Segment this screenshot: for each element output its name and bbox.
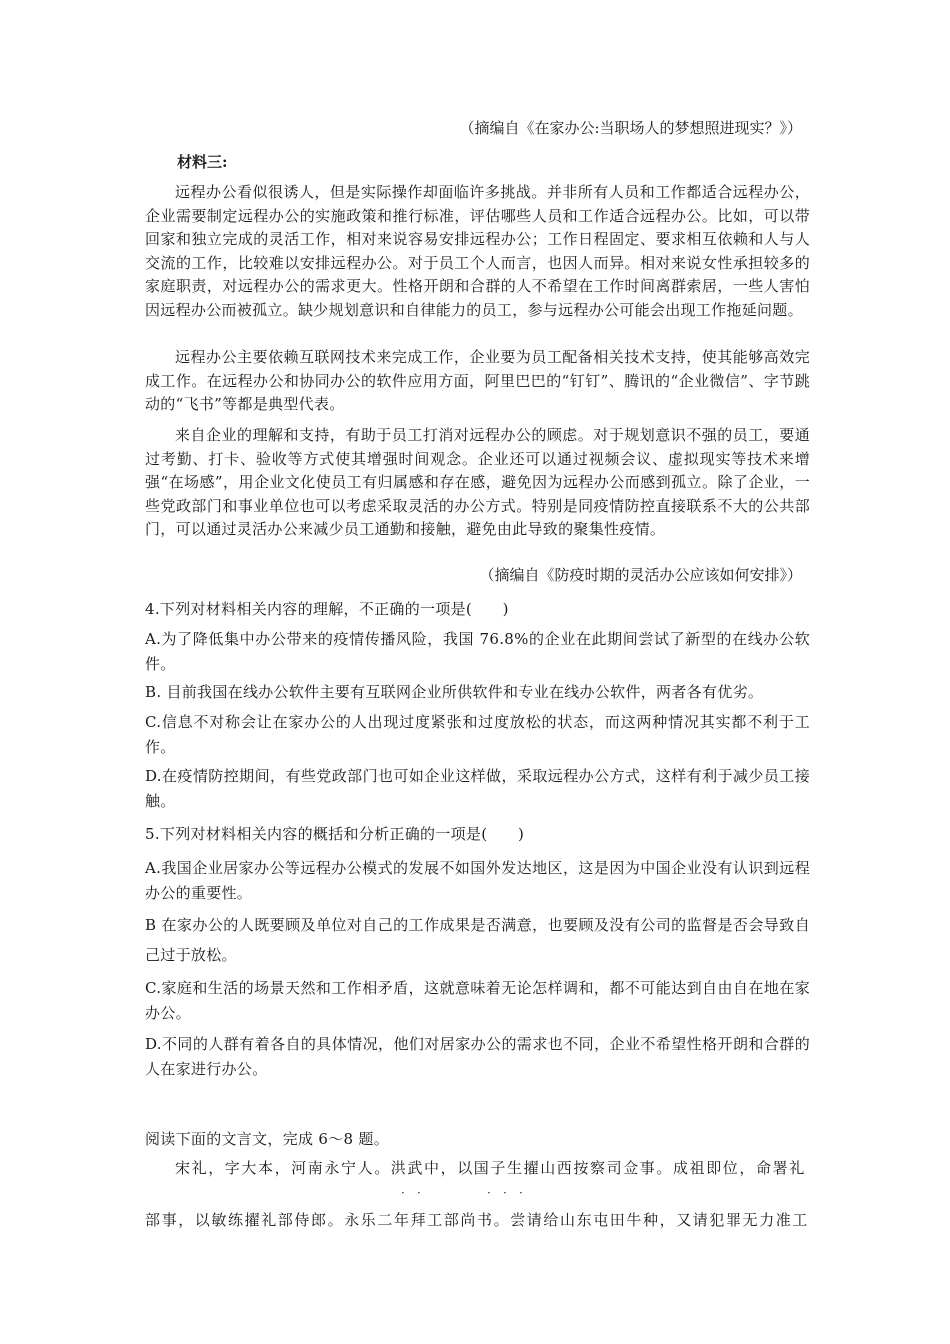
- emphasis-dot: ·: [417, 1186, 421, 1200]
- option-text: D.在疫情防控期间，有些党政部门也可如企业这样做，采取远程办公方式，这样有利于减少员工接触。: [145, 767, 810, 810]
- source-citation-1: （摘编自《在家办公:当职场人的梦想照进现实？》）: [459, 119, 802, 137]
- question-5-stem: 5.下列对材料相关内容的概括和分析正确的一项是( ): [145, 825, 525, 843]
- option-text: A.为了降低集中办公带来的疫情传播风险，我国 76.8%的企业在此期间尝试了新型的在线办公软件。: [145, 630, 810, 673]
- classical-intro-text: 阅读下面的文言文，完成 6～8 题。: [145, 1130, 390, 1148]
- question-4-option-b: [145, 680, 810, 705]
- question-4: [145, 597, 810, 622]
- material3-header: 材料三:: [177, 153, 228, 171]
- question-5: [145, 822, 810, 847]
- question-5-option-a: [145, 856, 810, 906]
- classical-intro: [145, 1127, 810, 1152]
- paragraph-text: 远程办公主要依赖互联网技术来完成工作，企业要为员工配备相关技术支持，使其能够高效完成工作。在远程办公和协同办公的软件应用方面，阿里巴巴的“钉钉”、腾讯的“企业微信”、字节跳动的“飞书”等都是典型代表。: [145, 348, 810, 413]
- classical-text-line-1: [145, 1157, 810, 1181]
- paragraph-text: 远程办公看似很诱人，但是实际操作却面临许多挑战。并非所有人员和工作都适合远程办公，企业需要制定远程办公的实施政策和推行标准，评估哪些人员和工作适合远程办公。比如，可以带回家和独立完成的灵活工作，相对来说容易安排远程办公；工作日程固定、要求相互依赖和人与人交流的工作，比较难以安排远程办公。对于员工个人而言，也因人而异。相对来说女性承担较多的家庭职责，对远程办公的需求更大。性格开朗和合群的人不希望在工作时间离群索居，一些人害怕因远程办公而被孤立。缺少规划意识和自律能力的员工，参与远程办公可能会出现工作拖延问题。: [145, 183, 810, 319]
- source-citation-2: （摘编自《防疫时期的灵活办公应该如何安排》）: [479, 566, 802, 584]
- option-text: B. 目前我国在线办公软件主要有互联网企业所供软件和专业在线办公软件，两者各有优劣。: [145, 683, 764, 701]
- question-4-stem: 4.下列对材料相关内容的理解，不正确的一项是( ): [145, 600, 509, 618]
- classical-line: 宋礼，字大本，河南永宁人。洪武中，以国子生擢山西按察司佥事。成祖即位，命署礼: [175, 1159, 806, 1177]
- material3-paragraph-2: [145, 346, 810, 417]
- question-5-option-c: [145, 976, 810, 1026]
- option-text: C.家庭和生活的场景天然和工作相矛盾，这就意味着无论怎样调和，都不可能达到自由自在地在家办公。: [145, 979, 810, 1022]
- question-5-option-b: [145, 910, 810, 970]
- question-4-option-a: [145, 627, 810, 677]
- option-text: C.信息不对称会让在家办公的人出现过度紧张和过度放松的状态，而这两种情况其实都不利于工作。: [145, 713, 810, 756]
- question-4-option-c: [145, 710, 810, 760]
- emphasis-dot: ·: [487, 1186, 491, 1200]
- emphasis-dot: ·: [519, 1186, 523, 1200]
- material3-paragraph-1: [145, 181, 810, 322]
- emphasis-dot: ·: [401, 1186, 405, 1200]
- paragraph-text: 来自企业的理解和支持，有助于员工打消对远程办公的顾虑。对于规划意识不强的员工，要通过考勤、打卡、验收等方式使其增强时间观念。企业还可以通过视频会议、虚拟现实等技术来增强“在场感”，用企业文化使员工有归属感和存在感，避免因为远程办公而感到孤立。除了企业，一些党政部门和事业单位也可以考虑采取灵活的办公方式。特别是同疫情防控直接联系不大的公共部门，可以通过灵活办公来减少员工通勤和接触，避免由此导致的聚集性疫情。: [145, 426, 810, 538]
- classical-text-line-2: [145, 1208, 810, 1233]
- emphasis-dot: ·: [503, 1186, 507, 1200]
- option-text: B 在家办公的人既要顾及单位对自己的工作成果是否满意，也要顾及没有公司的监督是否会导致自己过于放松。: [145, 916, 810, 964]
- question-5-option-d: [145, 1032, 810, 1082]
- question-4-option-d: [145, 764, 810, 814]
- classical-line: 部事，以敏练擢礼部侍郎。永乐二年拜工部尚书。尝请给山东屯田牛种，又请犯罪无力准工: [145, 1211, 810, 1229]
- material3-paragraph-3: [145, 424, 810, 542]
- option-text: D.不同的人群有着各自的具体情况，他们对居家办公的需求也不同，企业不希望性格开朗和合群的人在家进行办公。: [145, 1035, 810, 1078]
- option-text: A.我国企业居家办公等远程办公模式的发展不如国外发达地区，这是因为中国企业没有认识到远程办公的重要性。: [145, 859, 810, 902]
